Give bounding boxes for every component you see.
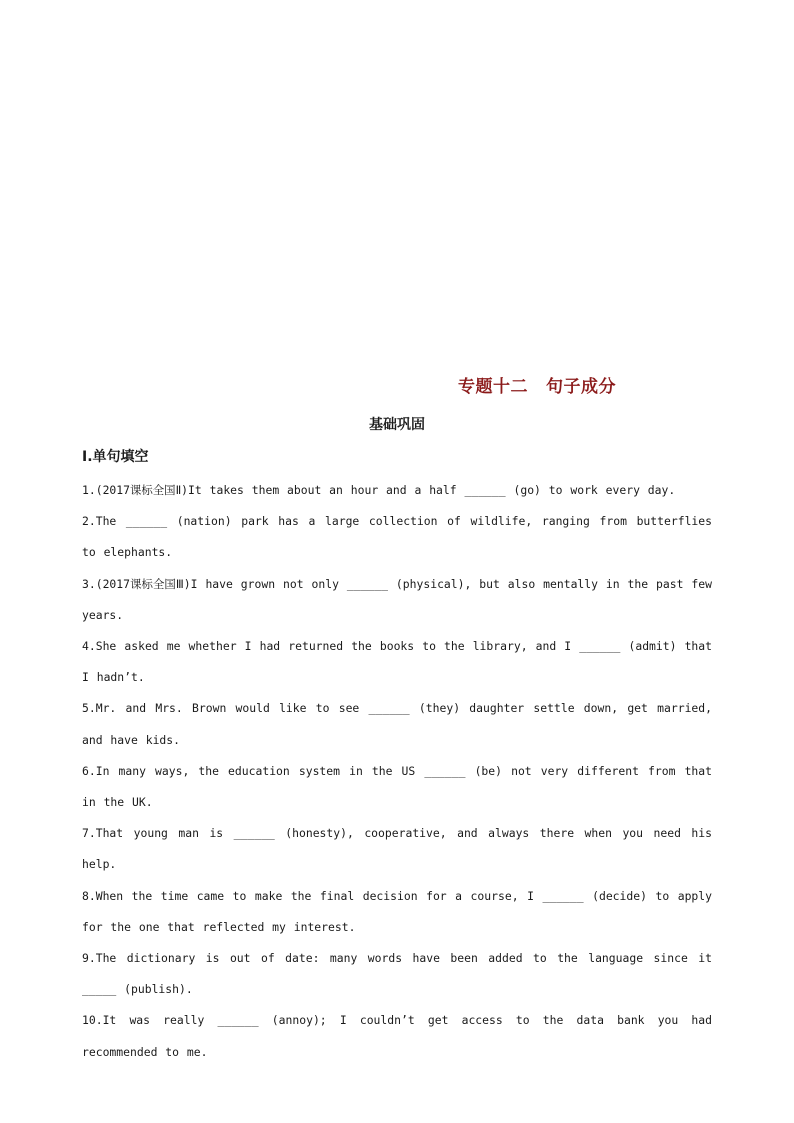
question-item: 7.That young man is ______ (honesty), cooperative, and always there when you need his help. <box>82 826 712 872</box>
question-item: 5.Mr. and Mrs. Brown would like to see ______ (they) daughter settle down, get married, and have kids. <box>82 701 712 747</box>
question-item: 8.When the time came to make the final decision for a course, I ______ (decide) to apply for the one that reflected my interest. <box>82 888 712 934</box>
question-item: 1.(2017课标全国Ⅱ)It takes them about an hour and a half ______ (go) to work every day. <box>82 483 676 497</box>
page-title <box>0 372 794 397</box>
question-item: 6.In many ways, the education system in the US ______ (be) not very different from that in the UK. <box>82 763 712 810</box>
question-item: 10.It was really ______ (annoy); I couldn’t get access to the data bank you had recommended to me. <box>82 1013 712 1059</box>
question-item: 4.She asked me whether I had returned the books to the library, and I ______ (admit) that I hadn’t. <box>82 639 712 685</box>
title-topic-number: 专题十二 <box>458 377 528 397</box>
section-subtitle: 基础巩固 <box>369 417 425 433</box>
question-item: 2.The ______ (nation) park has a large collection of wildlife, ranging from butterflies to elephants. <box>82 514 712 560</box>
title-topic-name: 句子成分 <box>546 377 616 397</box>
question-item: 9.The dictionary is out of date: many words have been added to the language since it _____ (publish). <box>82 951 712 997</box>
question-list <box>82 475 712 1068</box>
question-item: 3.(2017课标全国Ⅲ)I have grown not only ______ (physical), but also mentally in the past few years. <box>82 576 712 622</box>
exercise-heading: Ⅰ.单句填空 <box>82 449 149 465</box>
